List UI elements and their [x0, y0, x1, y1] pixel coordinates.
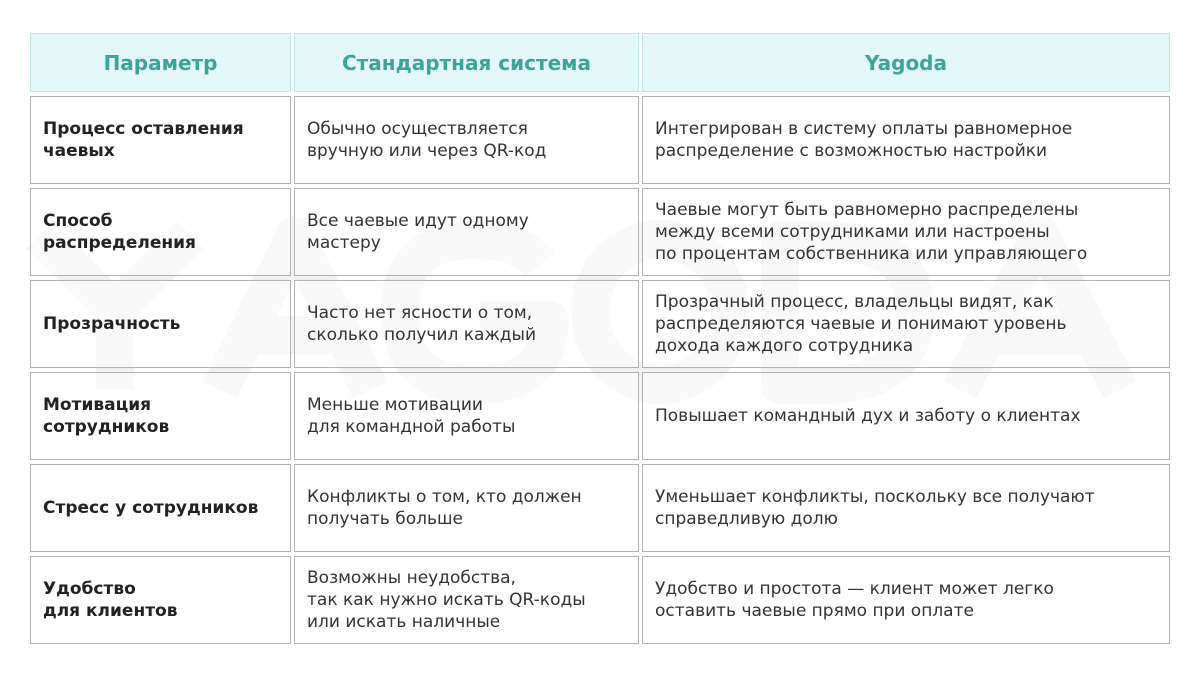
header-standard: Стандартная система — [294, 33, 639, 92]
row-param: Прозрачность — [30, 280, 291, 368]
row-param: Мотивация сотрудников — [30, 372, 291, 460]
row-standard: Возможны неудобства, так как нужно искать QR-коды или искать наличные — [294, 556, 639, 644]
row-yagoda: Чаевые могут быть равномерно распределены между всеми сотрудниками или настроены по процентам собственника или управляющего — [642, 188, 1170, 276]
header-yagoda: Yagoda — [642, 33, 1170, 92]
row-yagoda: Уменьшает конфликты, поскольку все получают справедливую долю — [642, 464, 1170, 552]
row-yagoda: Повышает командный дух и заботу о клиентах — [642, 372, 1170, 460]
row-standard: Конфликты о том, кто должен получать больше — [294, 464, 639, 552]
row-standard: Обычно осуществляется вручную или через QR-код — [294, 96, 639, 184]
row-param: Способ распределения — [30, 188, 291, 276]
comparison-table — [30, 33, 1170, 644]
row-param: Удобство для клиентов — [30, 556, 291, 644]
row-param: Стресс у сотрудников — [30, 464, 291, 552]
row-standard: Часто нет ясности о том, сколько получил каждый — [294, 280, 639, 368]
row-standard: Меньше мотивации для командной работы — [294, 372, 639, 460]
row-yagoda: Удобство и простота — клиент может легко оставить чаевые прямо при оплате — [642, 556, 1170, 644]
row-yagoda: Интегрирован в систему оплаты равномерное распределение с возможностью настройки — [642, 96, 1170, 184]
row-param: Процесс оставления чаевых — [30, 96, 291, 184]
row-yagoda: Прозрачный процесс, владельцы видят, как распределяются чаевые и понимают уровень дохода каждого сотрудника — [642, 280, 1170, 368]
header-parameter: Параметр — [30, 33, 291, 92]
row-standard: Все чаевые идут одному мастеру — [294, 188, 639, 276]
